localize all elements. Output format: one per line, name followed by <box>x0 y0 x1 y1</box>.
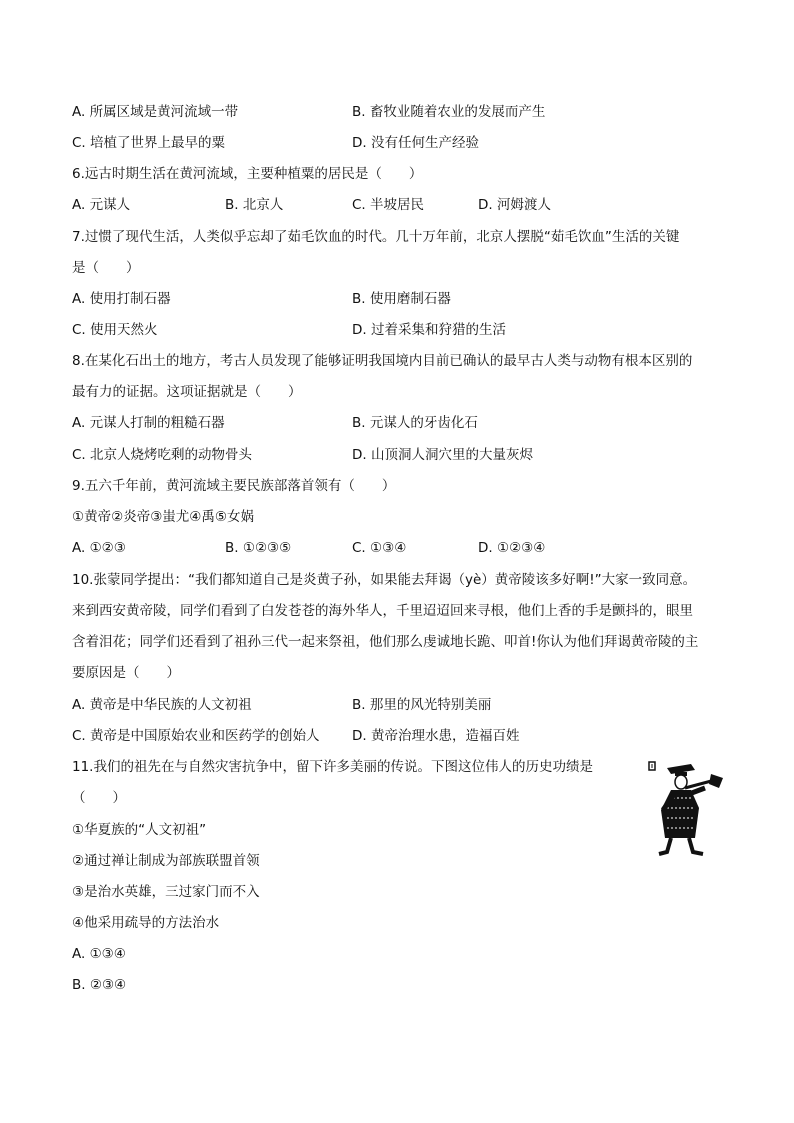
q9-option-d: D. ①②③④ <box>478 540 546 556</box>
q11-item-2: ②通过禅让制成为部族联盟首领 <box>72 853 260 869</box>
q9-option-b: B. ①②③⑤ <box>225 540 292 556</box>
q10-option-c: C. 黄帝是中国原始农业和医药学的创始人 <box>72 728 320 744</box>
q7-stem-line2: 是（ ） <box>72 260 140 276</box>
q7-option-b: B. 使用磨制石器 <box>352 291 451 307</box>
q6-stem: 6.远古时期生活在黄河流域，主要种植粟的居民是（ ） <box>72 166 423 182</box>
q11-item-3: ③是治水英雄，三过家门而不入 <box>72 884 260 900</box>
q10-stem-line2: 来到西安黄帝陵，同学们看到了白发苍苍的海外华人，千里迢迢回来寻根，他们上香的手是颤抖的，眼里 <box>72 603 693 619</box>
q6-option-b: B. 北京人 <box>225 197 284 213</box>
q9-option-a: A. ①②③ <box>72 540 126 556</box>
q8-stem-line1: 8.在某化石出土的地方，考古人员发现了能够证明我国境内目前已确认的最早古人类与动物有根本区别的 <box>72 353 693 369</box>
dayu-figure-illustration <box>645 758 725 858</box>
q6-option-c: C. 半坡居民 <box>352 197 425 213</box>
q7-option-d: D. 过着采集和狩猎的生活 <box>352 322 506 338</box>
q8-option-b: B. 元谋人的牙齿化石 <box>352 415 478 431</box>
q6-option-d: D. 河姆渡人 <box>478 197 551 213</box>
q9-items: ①黄帝②炎帝③蚩尤④禹⑤女娲 <box>72 509 255 525</box>
q5-option-d: D. 没有任何生产经验 <box>352 135 479 151</box>
q10-option-a: A. 黄帝是中华民族的人文初祖 <box>72 697 252 713</box>
q5-option-b: B. 畜牧业随着农业的发展而产生 <box>352 104 546 120</box>
q10-option-d: D. 黄帝治理水患，造福百姓 <box>352 728 520 744</box>
q7-option-a: A. 使用打制石器 <box>72 291 171 307</box>
q8-option-d: D. 山顶洞人洞穴里的大量灰烬 <box>352 447 533 463</box>
q7-option-c: C. 使用天然火 <box>72 322 158 338</box>
q10-stem-line4: 要原因是（ ） <box>72 665 180 681</box>
q8-option-c: C. 北京人烧烤吃剩的动物骨头 <box>72 447 253 463</box>
q6-option-a: A. 元谋人 <box>72 197 131 213</box>
q11-item-1: ①华夏族的“人文初祖” <box>72 822 207 838</box>
q8-option-a: A. 元谋人打制的粗糙石器 <box>72 415 225 431</box>
q11-option-b: B. ②③④ <box>72 977 127 993</box>
q10-stem-line3: 含着泪花；同学们还看到了祖孙三代一起来祭祖，他们那么虔诚地长跪、叩首!你认为他们拜谒黄帝陵的主 <box>72 634 699 650</box>
q11-option-a: A. ①③④ <box>72 946 126 962</box>
q5-option-a: A. 所属区域是黄河流域一带 <box>72 104 239 120</box>
q9-option-c: C. ①③④ <box>352 540 407 556</box>
q9-stem: 9.五六千年前，黄河流域主要民族部落首领有（ ） <box>72 478 396 494</box>
q7-stem-line1: 7.过惯了现代生活，人类似乎忘却了茹毛饮血的时代。几十万年前，北京人摆脱“茹毛饮血”生活的关键 <box>72 229 680 245</box>
q10-stem-line1: 10.张蒙同学提出：“我们都知道自己是炎黄子孙，如果能去拜谒（yè）黄帝陵该多好啊!”大家一致同意。 <box>72 572 697 588</box>
q11-item-4: ④他采用疏导的方法治水 <box>72 915 220 931</box>
q5-option-c: C. 培植了世界上最早的粟 <box>72 135 226 151</box>
q11-stem-line1: 11.我们的祖先在与自然灾害抗争中，留下许多美丽的传说。下图这位伟人的历史功绩是 <box>72 759 593 775</box>
q8-stem-line2: 最有力的证据。这项证据就是（ ） <box>72 384 302 400</box>
q11-stem-line2: （ ） <box>72 790 126 806</box>
q10-option-b: B. 那里的风光特别美丽 <box>352 697 492 713</box>
